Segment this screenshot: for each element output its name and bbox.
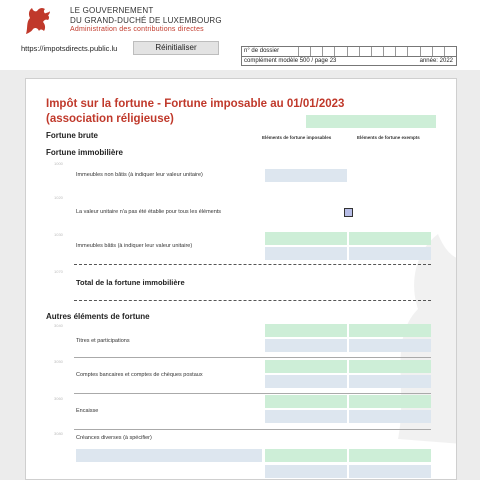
site-url: https://impotsdirects.public.lu xyxy=(21,44,118,53)
comptes-imposables-field[interactable] xyxy=(265,360,347,373)
row-label-valeur-non-etablie: La valeur unitaire n'a pas été établie pour tous les éléments xyxy=(76,209,222,215)
row-code: 1020 xyxy=(54,195,63,200)
row-code: 3050 xyxy=(54,359,63,364)
dossier-label: n° de dossier xyxy=(244,48,280,54)
gov-line-1: LE GOUVERNEMENT xyxy=(70,6,154,15)
titres-exempts-field[interactable] xyxy=(349,324,431,337)
section-fortune-brute: Fortune brute xyxy=(46,131,98,140)
immeubles-batis-exempts-field[interactable] xyxy=(349,232,431,245)
row-separator xyxy=(74,393,431,394)
creances-imposables-field[interactable] xyxy=(265,449,347,462)
row-label-encaisse: Encaisse xyxy=(76,408,99,414)
row-code: 3080 xyxy=(54,431,63,436)
titres-imposables-field[interactable] xyxy=(265,324,347,337)
row-code: 3040 xyxy=(54,323,63,328)
creances-imposables-blue-field[interactable] xyxy=(265,465,347,478)
creances-description-field[interactable] xyxy=(76,449,262,462)
row-separator xyxy=(74,357,431,358)
comptes-exempts-blue-field[interactable] xyxy=(349,375,431,388)
form-title-line-2: (association réligieuse) xyxy=(46,113,174,125)
gov-line-2: DU GRAND-DUCHÉ DE LUXEMBOURG xyxy=(70,15,222,25)
valeur-non-etablie-checkbox[interactable] xyxy=(344,208,353,217)
dashed-separator xyxy=(74,264,431,265)
column-header-exempts: Eléments de fortune exempts xyxy=(357,135,420,140)
reset-button[interactable]: Réinitialiser xyxy=(133,41,219,55)
encaisse-exempts-field[interactable] xyxy=(349,395,431,408)
titres-imposables-blue-field[interactable] xyxy=(265,339,347,352)
dossier-row xyxy=(242,47,456,57)
titres-exempts-blue-field[interactable] xyxy=(349,339,431,352)
row-code: 1000 xyxy=(54,161,63,166)
page-reference: complément modèle 500 / page 23 xyxy=(244,58,337,64)
row-label-immeubles-batis: Immeubles bâtis (à indiquer leur valeur unitaire) xyxy=(76,243,193,249)
government-name xyxy=(70,6,222,35)
encaisse-imposables-blue-field[interactable] xyxy=(265,410,347,423)
row-code: 3060 xyxy=(54,396,63,401)
row-label-creances: Créances diverses (à spécifier) xyxy=(76,435,152,441)
comptes-imposables-blue-field[interactable] xyxy=(265,375,347,388)
comptes-exempts-field[interactable] xyxy=(349,360,431,373)
site-header xyxy=(0,0,480,70)
row-label-comptes: Comptes bancaires et comptes de chèques postaux xyxy=(76,372,203,378)
year-reference: année: 2022 xyxy=(419,58,453,64)
row-separator xyxy=(74,429,431,430)
creances-exempts-field[interactable] xyxy=(349,449,431,462)
luxembourg-lion-logo-icon xyxy=(22,4,52,36)
immeubles-batis-valeur-field[interactable] xyxy=(265,247,347,260)
page-info-row xyxy=(242,57,456,66)
row-label-titres: Titres et participations xyxy=(76,338,130,344)
encaisse-imposables-field[interactable] xyxy=(265,395,347,408)
total-fortune-immobiliere-label: Total de la fortune immobilière xyxy=(76,278,185,287)
form-page xyxy=(25,78,457,480)
row-code: 1030 xyxy=(54,232,63,237)
dossier-number-input[interactable] xyxy=(298,47,456,56)
immeubles-batis-imposables-field[interactable] xyxy=(265,232,347,245)
form-title xyxy=(46,97,346,127)
dossier-box xyxy=(241,46,457,66)
row-label-immeubles-non-batis: Immeubles non bâtis (à indiquer leur valeur unitaire) xyxy=(76,172,203,178)
form-title-line-1: Impôt sur la fortune - Fortune imposable au 01/01/2023 xyxy=(46,98,345,110)
immeubles-batis-valeur-exempt-field[interactable] xyxy=(349,247,431,260)
creances-exempts-blue-field[interactable] xyxy=(349,465,431,478)
column-header-imposables: Eléments de fortune imposables xyxy=(262,135,332,140)
gov-line-3: Administration des contributions directes xyxy=(70,26,204,33)
section-autres-elements: Autres éléments de fortune xyxy=(46,312,150,321)
section-fortune-immobiliere: Fortune immobilière xyxy=(46,148,123,157)
dashed-separator xyxy=(74,300,431,301)
header-input-field[interactable] xyxy=(306,115,436,128)
immeubles-non-batis-valeur-field[interactable] xyxy=(265,169,347,182)
encaisse-exempts-blue-field[interactable] xyxy=(349,410,431,423)
row-code: 1070 xyxy=(54,269,63,274)
